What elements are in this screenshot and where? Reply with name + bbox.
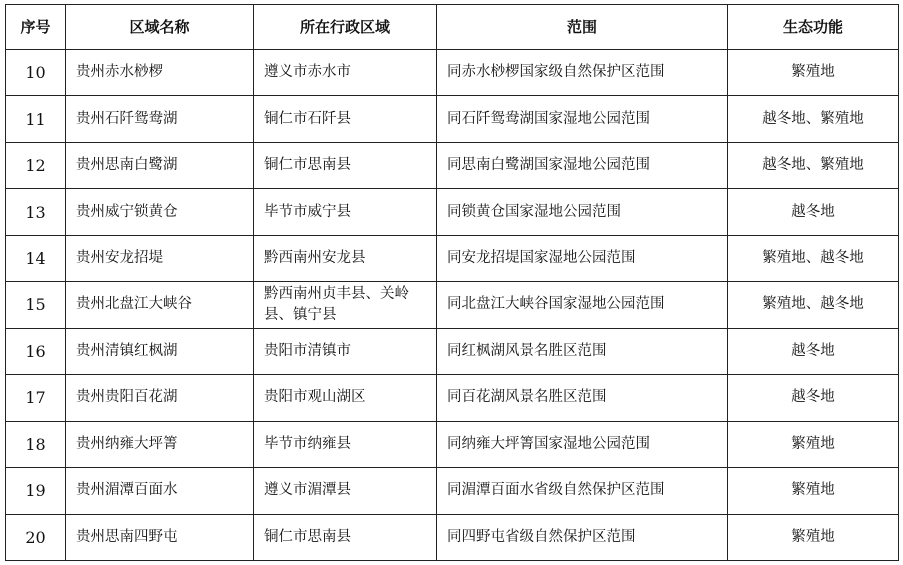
table-row [6, 50, 899, 96]
header-area: 区域名称 [66, 5, 254, 50]
table-row [6, 328, 899, 374]
admin-region: 铜仁市思南县 [254, 514, 437, 560]
eco-function: 越冬地 [728, 328, 899, 374]
range-text: 同湄潭百面水省级自然保护区范围 [437, 468, 728, 514]
header-row [6, 5, 899, 50]
table-row [6, 514, 899, 560]
range-text: 同思南白鹭湖国家湿地公园范围 [437, 142, 728, 188]
table-row [6, 375, 899, 421]
range-text: 同四野屯省级自然保护区范围 [437, 514, 728, 560]
row-number: 16 [6, 328, 66, 374]
admin-region: 遵义市湄潭县 [254, 468, 437, 514]
table-row [6, 421, 899, 467]
admin-region: 遵义市赤水市 [254, 50, 437, 96]
area-name: 贵州威宁锁黄仓 [66, 189, 254, 235]
row-number: 10 [6, 50, 66, 96]
area-name: 贵州湄潭百面水 [66, 468, 254, 514]
eco-function: 越冬地、繁殖地 [728, 96, 899, 142]
table-row [6, 282, 899, 328]
area-name: 贵州思南白鹭湖 [66, 142, 254, 188]
area-name: 贵州北盘江大峡谷 [66, 282, 254, 328]
admin-region: 黔西南州贞丰县、关岭县、镇宁县 [254, 282, 437, 328]
area-name: 贵州清镇红枫湖 [66, 328, 254, 374]
area-name: 贵州石阡鸳鸯湖 [66, 96, 254, 142]
admin-region: 毕节市纳雍县 [254, 421, 437, 467]
range-text: 同北盘江大峡谷国家湿地公园范围 [437, 282, 728, 328]
row-number: 14 [6, 235, 66, 281]
row-number: 11 [6, 96, 66, 142]
header-no: 序号 [6, 5, 66, 50]
eco-function: 繁殖地、越冬地 [728, 235, 899, 281]
area-name: 贵州思南四野屯 [66, 514, 254, 560]
area-name: 贵州安龙招堤 [66, 235, 254, 281]
table-row [6, 96, 899, 142]
row-number: 18 [6, 421, 66, 467]
eco-function: 繁殖地 [728, 50, 899, 96]
table-row [6, 468, 899, 514]
row-number: 15 [6, 282, 66, 328]
header-range: 范围 [437, 5, 728, 50]
range-text: 同安龙招堤国家湿地公园范围 [437, 235, 728, 281]
wetland-table [5, 4, 899, 561]
area-name: 贵州贵阳百花湖 [66, 375, 254, 421]
table-row [6, 142, 899, 188]
table-row [6, 235, 899, 281]
admin-region: 铜仁市石阡县 [254, 96, 437, 142]
eco-function: 越冬地 [728, 189, 899, 235]
area-name: 贵州纳雍大坪箐 [66, 421, 254, 467]
table-row [6, 189, 899, 235]
range-text: 同红枫湖风景名胜区范围 [437, 328, 728, 374]
admin-region: 贵阳市观山湖区 [254, 375, 437, 421]
range-text: 同百花湖风景名胜区范围 [437, 375, 728, 421]
eco-function: 繁殖地、越冬地 [728, 282, 899, 328]
admin-region: 毕节市威宁县 [254, 189, 437, 235]
admin-region: 黔西南州安龙县 [254, 235, 437, 281]
eco-function: 繁殖地 [728, 468, 899, 514]
header-admin: 所在行政区域 [254, 5, 437, 50]
row-number: 13 [6, 189, 66, 235]
area-name: 贵州赤水桫椤 [66, 50, 254, 96]
admin-region: 贵阳市清镇市 [254, 328, 437, 374]
range-text: 同赤水桫椤国家级自然保护区范围 [437, 50, 728, 96]
row-number: 20 [6, 514, 66, 560]
eco-function: 越冬地、繁殖地 [728, 142, 899, 188]
range-text: 同石阡鸳鸯湖国家湿地公园范围 [437, 96, 728, 142]
range-text: 同纳雍大坪箐国家湿地公园范围 [437, 421, 728, 467]
eco-function: 繁殖地 [728, 421, 899, 467]
row-number: 19 [6, 468, 66, 514]
row-number: 17 [6, 375, 66, 421]
range-text: 同锁黄仓国家湿地公园范围 [437, 189, 728, 235]
row-number: 12 [6, 142, 66, 188]
admin-region: 铜仁市思南县 [254, 142, 437, 188]
eco-function: 越冬地 [728, 375, 899, 421]
header-function: 生态功能 [728, 5, 899, 50]
eco-function: 繁殖地 [728, 514, 899, 560]
